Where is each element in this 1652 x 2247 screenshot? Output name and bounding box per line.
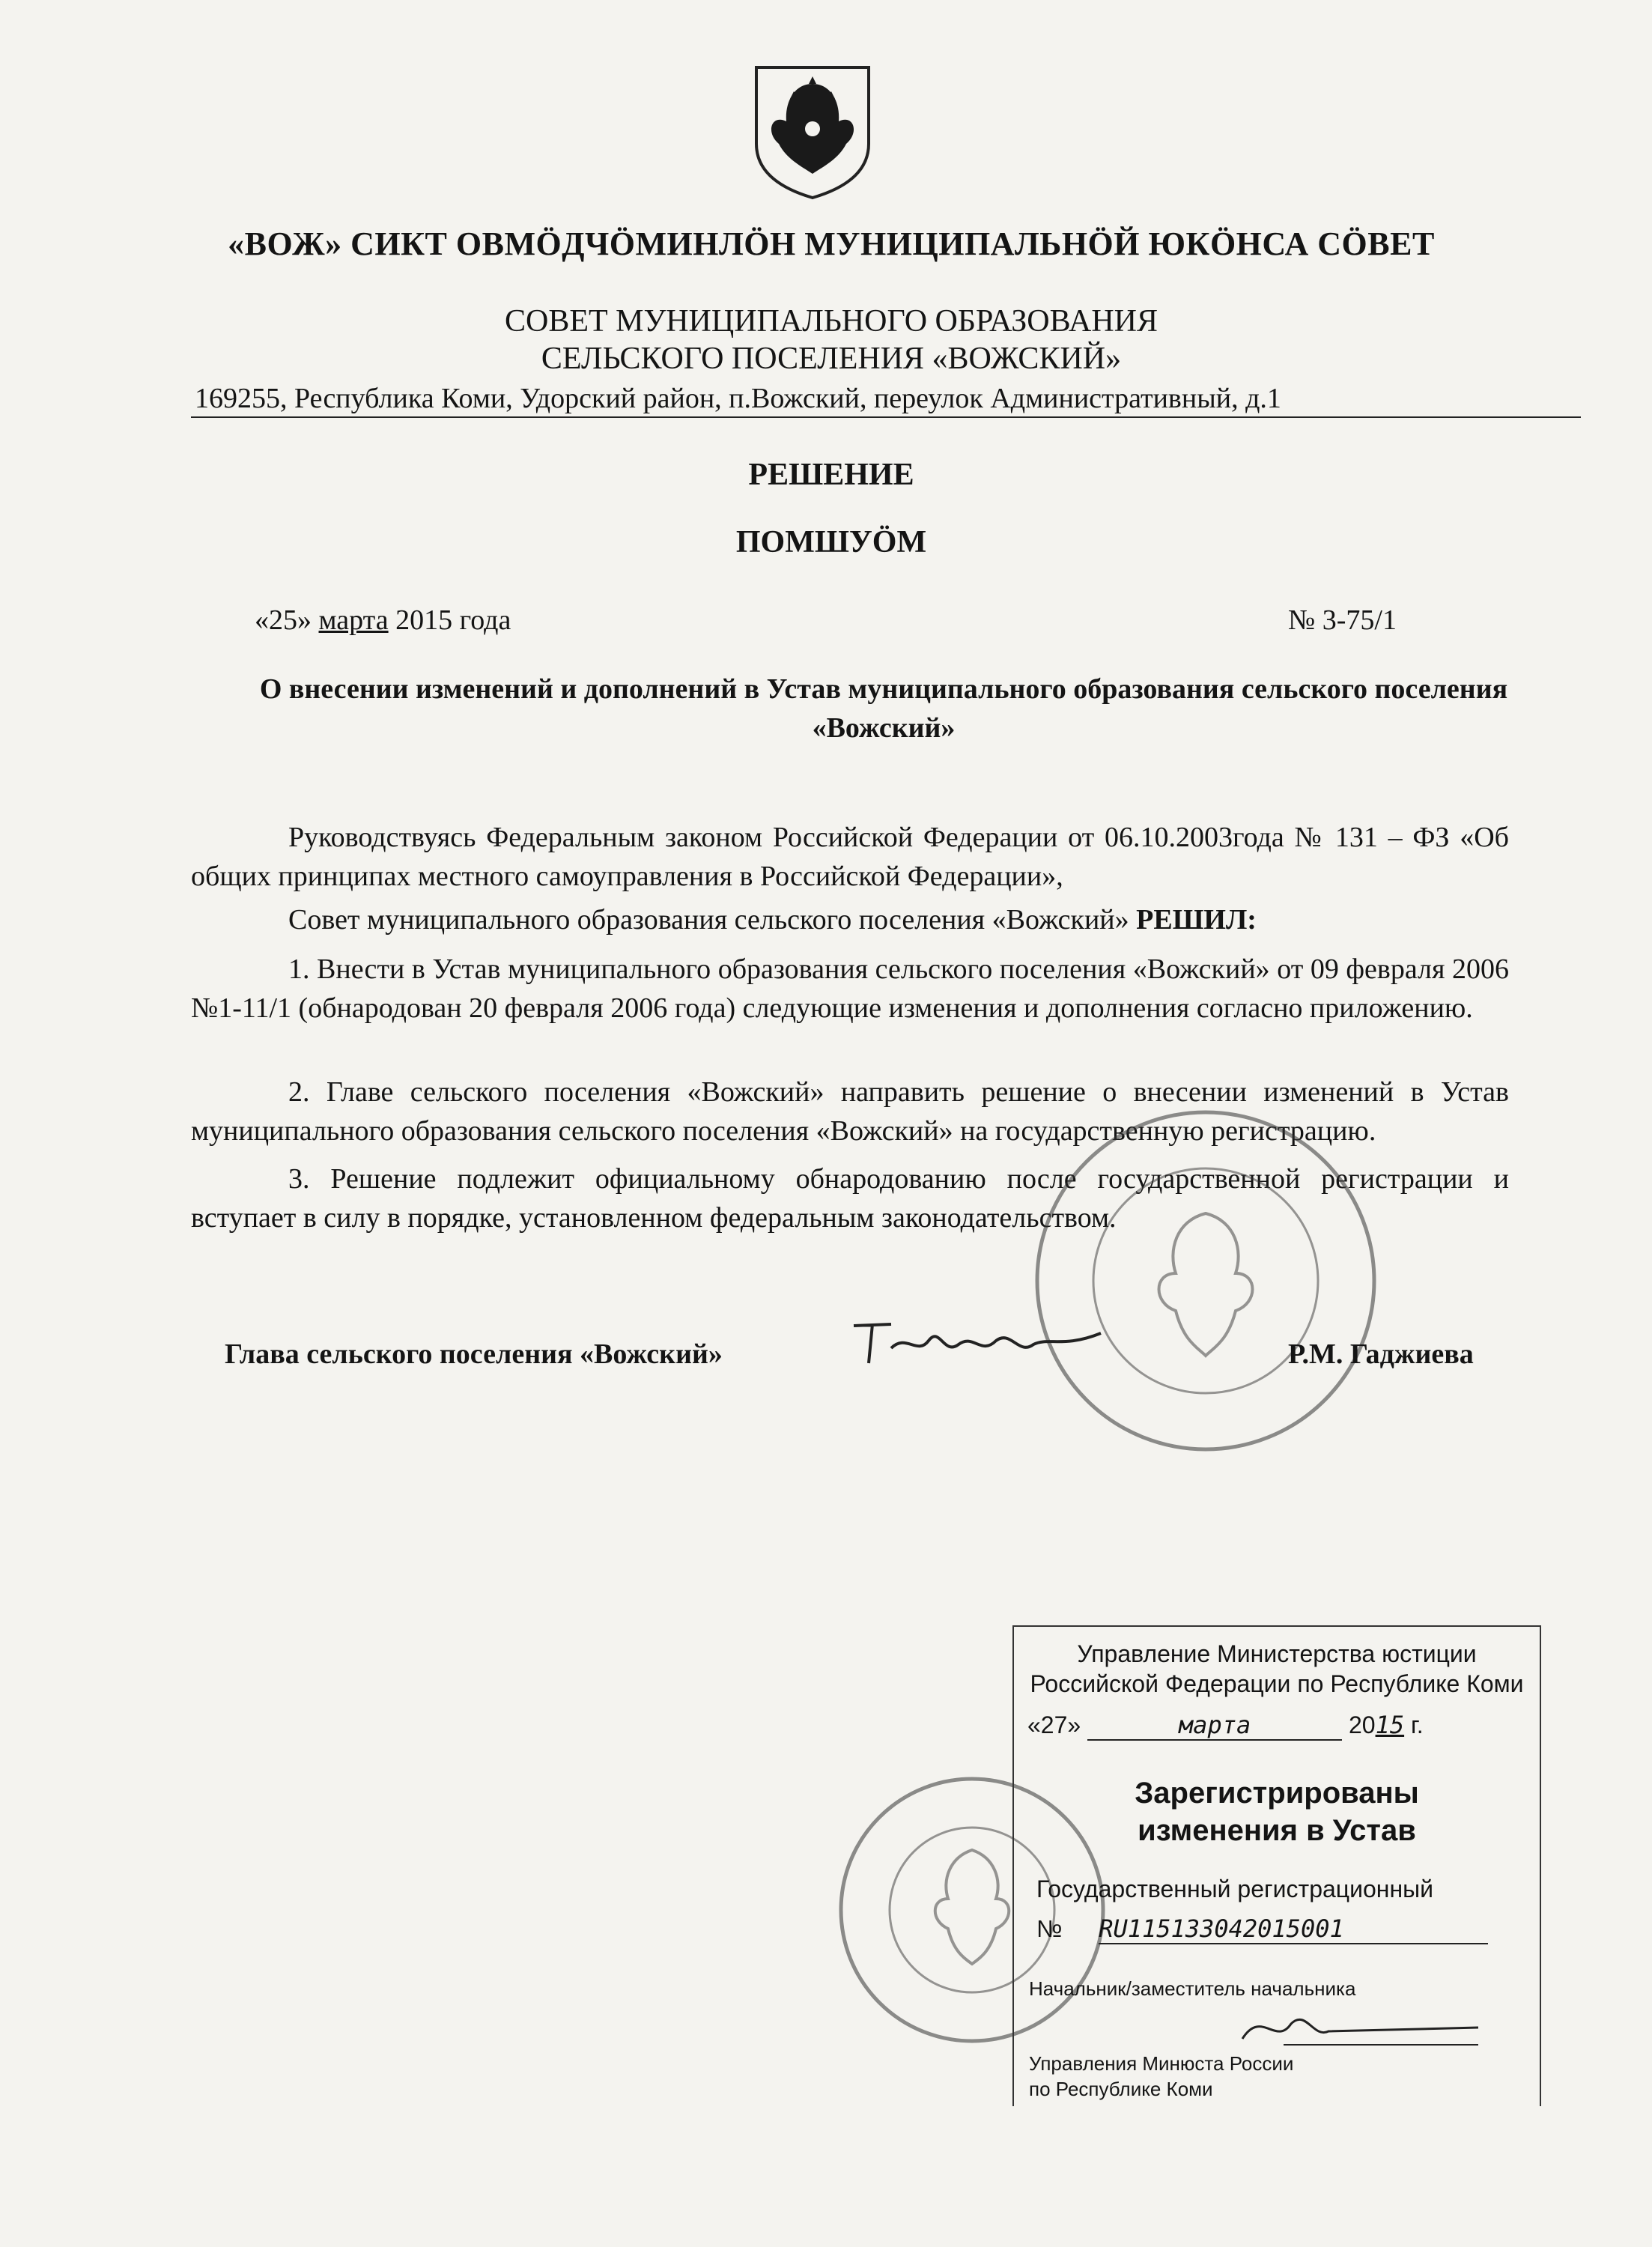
council-text: Совет муниципального образования сельского поселения «Вожский»: [288, 904, 1129, 936]
stamp-date: [1027, 1711, 1537, 1741]
header-divider: [191, 416, 1581, 418]
stamp-date-month: марта: [1087, 1711, 1342, 1741]
stamp-date-year-prefix: 20: [1348, 1711, 1376, 1738]
stamp-date-g: г.: [1410, 1711, 1424, 1738]
stamp-reg-number: [1036, 1914, 1488, 1944]
stamp-no-value: RU115133042015001: [1099, 1914, 1488, 1944]
stamp-registered: Зарегистрированы: [1135, 1777, 1419, 1810]
header-ru-title-2: СЕЛЬСКОГО ПОСЕЛЕНИЯ «ВОЖСКИЙ»: [541, 342, 1122, 376]
stamp-gos-label: Государственный регистрационный: [1036, 1875, 1433, 1902]
stamp-no-label: №: [1036, 1915, 1063, 1942]
stamp-office-1: Управления Минюста России: [1029, 2052, 1294, 2075]
header-address: 169255, Республика Коми, Удорский район, п.Вожский, переулок Административный, д.1: [195, 383, 1281, 414]
stamp-head-label: Начальник/заместитель начальника: [1029, 1977, 1356, 2000]
header-ru-title-1: СОВЕТ МУНИЦИПАЛЬНОГО ОБРАЗОВАНИЯ: [504, 304, 1158, 339]
body-paragraph-3: 1. Внести в Устав муниципального образования сельского поселения «Вожский» от 09 февраля 2006 №1-11/1 (обнародован 20 февраля 2006 года) следующие изменения и дополнения согласно приложению.: [191, 953, 1509, 1024]
registration-stamp: [1012, 1625, 1541, 2106]
decision-date: [255, 604, 511, 637]
decision-number: № 3-75/1: [1288, 604, 1397, 636]
stamp-line-2: Российской Федерации по Республике Коми: [1030, 1670, 1524, 1697]
body-paragraph-1: Руководствуясь Федеральным законом Российской Федерации от 06.10.2003года № 131 – ФЗ «Об общих принципах местного самоуправления в Российской Федерации»,: [191, 822, 1509, 892]
body-paragraph-2: [191, 900, 1509, 939]
date-day: «25»: [255, 604, 312, 636]
stamp-office-2: по Республике Коми: [1029, 2078, 1213, 2100]
signatory-title: Глава сельского поселения «Вожский»: [225, 1338, 723, 1370]
stamp-changes: изменения в Устав: [1138, 1814, 1416, 1847]
decision-subject: О внесении изменений и дополнений в Устав муниципального образования сельского поселения «Вожский»: [259, 673, 1508, 744]
decision-title-ru: РЕШЕНИЕ: [748, 458, 914, 492]
handwritten-signature: [846, 1303, 1116, 1378]
resolved-word: РЕШИЛ:: [1136, 904, 1257, 936]
date-month: марта: [318, 604, 389, 636]
body-paragraph-5: 3. Решение подлежит официальному обнародованию после государственной регистрации и вступает в силу в порядке, установленном федеральным законодательством.: [191, 1163, 1509, 1234]
date-year: 2015 года: [395, 604, 511, 636]
header-komi-title: «ВОЖ» СИКТ ОВМÖДЧÖМИНЛÖН МУНИЦИПАЛЬНÖЙ ЮКÖНСА СÖВЕТ: [228, 225, 1435, 262]
stamp-line-1: Управление Министерства юстиции: [1077, 1640, 1477, 1667]
coat-of-arms-icon: [749, 61, 876, 204]
round-seal-icon: [1026, 1101, 1385, 1461]
stamp-signature: [1239, 2001, 1486, 2054]
stamp-date-day: «27»: [1027, 1711, 1081, 1738]
signatory-name: Р.М. Гаджиева: [1288, 1338, 1474, 1370]
body-paragraph-4: 2. Главе сельского поселения «Вожский» направить решение о внесении изменений в Устав муниципального образования сельского поселения «Вожский» на государственную регистрацию.: [191, 1076, 1509, 1147]
decision-title-komi: ПОМШУÖМ: [735, 525, 927, 560]
stamp-date-year-suffix: 15: [1375, 1711, 1405, 1739]
